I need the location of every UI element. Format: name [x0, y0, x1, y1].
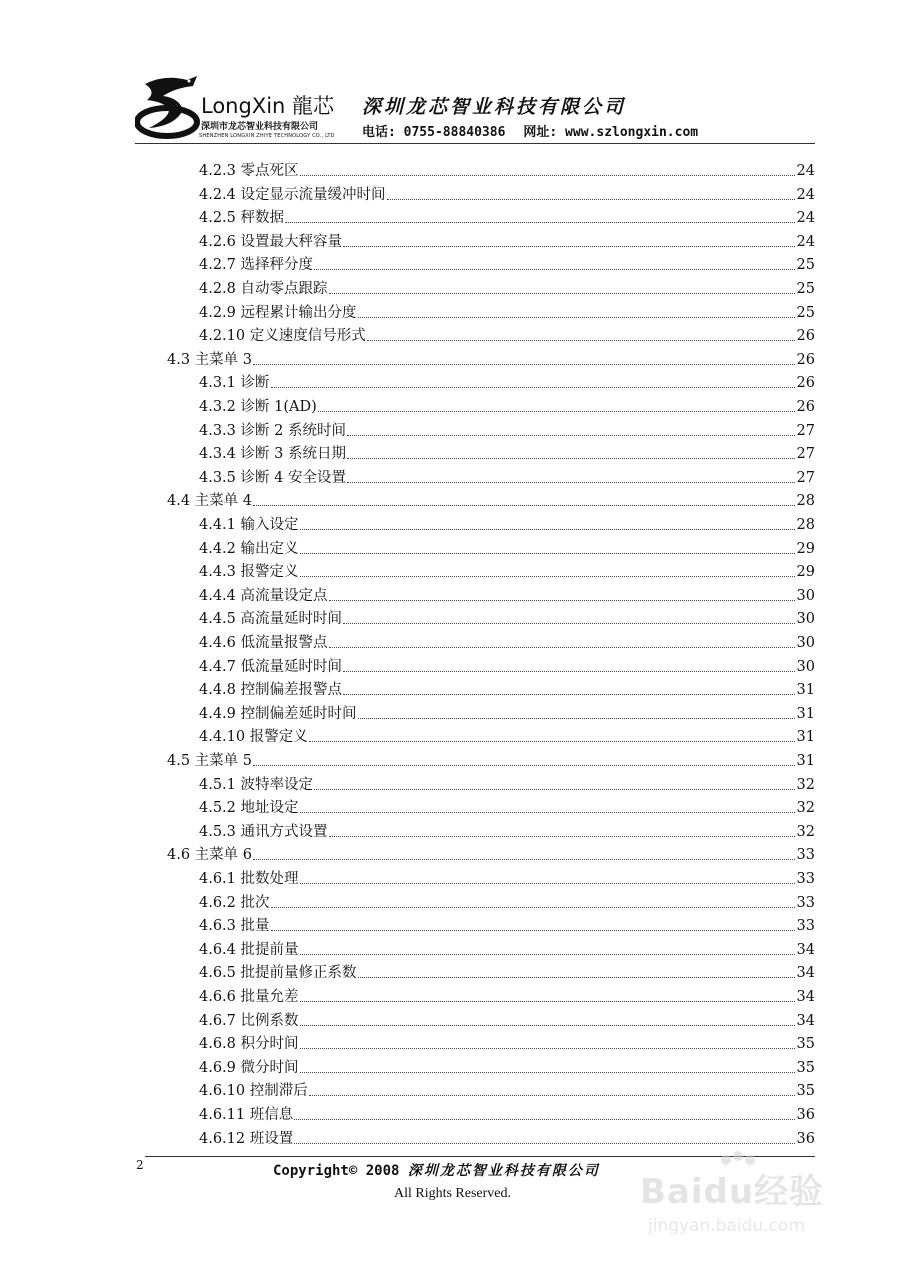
toc-entry-title: 4.6.8 积分时间	[199, 1036, 299, 1053]
toc-dot-leader	[329, 647, 795, 648]
toc-entry[interactable]	[199, 794, 815, 817]
toc-dot-leader	[343, 623, 795, 624]
dragon-logo-icon	[135, 70, 205, 142]
toc-entry-title: 4.6.2 批次	[199, 894, 270, 911]
toc-entry[interactable]	[199, 558, 815, 581]
toc-dot-leader	[343, 671, 795, 672]
toc-entry-title: 4.6.7 比例系数	[199, 1012, 299, 1029]
toc-entry-page: 36	[796, 1130, 815, 1147]
toc-entry-title: 4.3.1 诊断	[199, 375, 270, 392]
toc-entry-page: 25	[796, 257, 815, 274]
toc-entry-title: 4.3 主菜单 3	[167, 351, 253, 368]
toc-entry[interactable]	[199, 771, 815, 794]
toc-entry-page: 30	[796, 635, 815, 651]
website-text: 网址: www.szlongxin.com	[523, 125, 699, 140]
toc-dot-leader	[358, 718, 795, 719]
toc-entry-title: 4.5.2 地址设定	[199, 800, 299, 817]
toc-entry-title: 4.2.8 自动零点跟踪	[199, 281, 328, 297]
toc-entry[interactable]	[199, 865, 815, 888]
page-number: 2	[136, 1158, 144, 1172]
toc-dot-leader	[300, 576, 795, 577]
toc-entry-title: 4.6.4 批提前量	[199, 941, 299, 958]
toc-entry[interactable]	[167, 346, 815, 369]
toc-entry[interactable]	[199, 1054, 815, 1077]
toc-entry-title: 4.2.10 定义速度信号形式	[199, 328, 366, 345]
toc-entry-title: 4.2.7 选择秤分度	[199, 257, 314, 274]
toc-entry[interactable]	[199, 1125, 815, 1148]
toc-entry[interactable]	[167, 841, 815, 864]
toc-dot-leader	[300, 529, 795, 530]
toc-dot-leader	[300, 954, 795, 955]
toc-entry[interactable]	[199, 653, 815, 676]
toc-entry-page: 33	[796, 918, 815, 935]
toc-entry-page: 35	[796, 1059, 815, 1076]
toc-entry-title: 4.6.3 批量	[199, 918, 270, 935]
toc-entry-page: 31	[796, 705, 815, 722]
watermark-url: jingyan.baidu.com	[648, 1216, 805, 1236]
toc-entry-page: 36	[796, 1107, 815, 1123]
toc-dot-leader	[314, 269, 795, 270]
toc-entry-title: 4.5 主菜单 5	[167, 753, 253, 769]
copyright-line	[273, 1160, 600, 1180]
toc-dot-leader	[358, 977, 795, 978]
toc-entry-page: 34	[796, 941, 815, 958]
toc-dot-leader	[318, 411, 795, 412]
copyright-prefix: Copyright© 2008	[273, 1163, 400, 1179]
brand-name: LongXin 龍芯	[201, 94, 335, 118]
toc-entry-page: 27	[796, 422, 815, 439]
toc-dot-leader	[300, 812, 795, 813]
toc-entry[interactable]	[199, 912, 815, 935]
toc-dot-leader	[347, 458, 795, 459]
toc-entry[interactable]	[199, 275, 815, 298]
toc-entry-page: 29	[796, 564, 815, 581]
toc-dot-leader	[343, 694, 795, 695]
toc-dot-leader	[271, 907, 795, 908]
toc-dot-leader	[343, 246, 795, 247]
brand-subtitle: 深圳市龙芯智业科技有限公司	[201, 122, 319, 132]
toc-entry[interactable]	[199, 204, 815, 227]
toc-entry-title: 4.4.10 报警定义	[199, 729, 308, 746]
toc-entry-page: 30	[796, 658, 815, 675]
toc-entry-title: 4.6.12 班设置	[199, 1130, 294, 1147]
company-name: 深圳龙芯智业科技有限公司	[362, 96, 627, 118]
toc-entry-title: 4.6.11 班信息	[199, 1107, 294, 1123]
toc-entry-page: 34	[796, 965, 815, 982]
toc-entry[interactable]	[199, 1077, 815, 1100]
toc-dot-leader	[358, 317, 795, 318]
toc-entry[interactable]	[199, 629, 815, 652]
baidu-watermark	[640, 1150, 890, 1250]
toc-entry-page: 33	[796, 847, 815, 864]
toc-entry-title: 4.4.9 控制偏差延时时间	[199, 705, 357, 722]
toc-entry-title: 4.6.6 批量允差	[199, 989, 299, 1005]
toc-entry-page: 34	[796, 1012, 815, 1029]
toc-entry-title: 4.4.8 控制偏差报警点	[199, 682, 343, 699]
toc-entry[interactable]	[199, 251, 815, 274]
toc-dot-leader	[309, 1095, 795, 1096]
toc-entry[interactable]	[199, 889, 815, 912]
toc-entry[interactable]	[167, 487, 815, 510]
toc-dot-leader	[300, 1025, 795, 1026]
toc-entry[interactable]	[199, 299, 815, 322]
toc-entry[interactable]	[199, 369, 815, 392]
rights-reserved: All Rights Reserved.	[393, 1186, 512, 1201]
toc-entry[interactable]	[199, 440, 815, 463]
toc-entry[interactable]	[199, 676, 815, 699]
toc-entry-title: 4.6.9 微分时间	[199, 1059, 299, 1076]
toc-dot-leader	[309, 741, 795, 742]
toc-entry-page: 30	[796, 587, 815, 604]
toc-entry-title: 4.4.6 低流量报警点	[199, 635, 328, 651]
toc-entry[interactable]	[199, 535, 815, 558]
toc-dot-leader	[300, 1048, 795, 1049]
toc-entry-page: 28	[796, 493, 815, 510]
toc-entry-page: 27	[796, 469, 815, 486]
toc-entry-page: 24	[796, 163, 815, 179]
toc-entry-page: 29	[796, 540, 815, 557]
toc-entry-title: 4.3.5 诊断 4 安全设置	[199, 469, 346, 486]
toc-entry-title: 4.2.6 设置最大秤容量	[199, 233, 343, 250]
toc-entry-title: 4.2.9 远程累计输出分度	[199, 304, 357, 321]
toc-entry-title: 4.6.1 批数处理	[199, 871, 299, 887]
toc-entry[interactable]	[167, 747, 815, 770]
toc-dot-leader	[314, 789, 795, 790]
toc-entry-page: 24	[796, 186, 815, 203]
toc-entry-page: 34	[796, 989, 815, 1005]
toc-entry-title: 4.5.1 波特率设定	[199, 776, 314, 793]
watermark-text: Baidu经验	[640, 1172, 825, 1212]
header-divider	[135, 143, 815, 144]
toc-entry-title: 4.6.10 控制滞后	[199, 1083, 308, 1100]
toc-entry-title: 4.3.2 诊断 1(AD)	[199, 399, 317, 415]
toc-entry-title: 4.4.2 输出定义	[199, 540, 299, 557]
toc-dot-leader	[347, 435, 795, 436]
toc-entry-title: 4.6 主菜单 6	[167, 847, 253, 864]
toc-entry-title: 4.4.4 高流量设定点	[199, 587, 328, 604]
toc-dot-leader	[294, 1119, 794, 1120]
toc-dot-leader	[329, 836, 795, 837]
toc-entry[interactable]	[199, 959, 815, 982]
toc-entry[interactable]	[199, 723, 815, 746]
toc-entry[interactable]	[199, 1101, 815, 1124]
contact-line	[362, 121, 698, 140]
toc-entry-page: 35	[796, 1036, 815, 1053]
toc-entry-page: 25	[796, 304, 815, 321]
toc-entry-title: 4.3.4 诊断 3 系统日期	[199, 446, 346, 463]
toc-dot-leader	[271, 387, 795, 388]
toc-entry-title: 4.4.1 输入设定	[199, 517, 299, 533]
toc-entry-page: 31	[796, 753, 815, 769]
toc-entry[interactable]	[199, 1030, 815, 1053]
toc-entry-page: 28	[796, 517, 815, 533]
toc-dot-leader	[387, 199, 795, 200]
toc-entry-page: 31	[796, 682, 815, 699]
phone-text: 电话: 0755-88840386	[362, 125, 506, 140]
toc-dot-leader	[300, 1001, 795, 1002]
toc-entry-title: 4.4 主菜单 4	[167, 493, 253, 510]
page-header	[135, 70, 815, 145]
toc-entry[interactable]	[199, 605, 815, 628]
toc-dot-leader	[294, 1143, 794, 1144]
toc-entry-page: 33	[796, 894, 815, 911]
toc-entry[interactable]	[199, 322, 815, 345]
toc-dot-leader	[300, 1072, 795, 1073]
toc-entry[interactable]	[199, 700, 815, 723]
toc-dot-leader	[271, 930, 795, 931]
copyright-company: 深圳龙芯智业科技有限公司	[407, 1163, 600, 1179]
toc-entry-page: 33	[796, 871, 815, 887]
toc-entry[interactable]	[199, 181, 815, 204]
toc-entry[interactable]	[199, 228, 815, 251]
toc-entry[interactable]	[199, 393, 815, 416]
toc-entry[interactable]	[199, 936, 815, 959]
toc-entry[interactable]	[199, 157, 815, 180]
toc-entry-page: 24	[796, 210, 815, 227]
toc-entry-page: 25	[796, 281, 815, 297]
toc-entry-page: 26	[796, 328, 815, 345]
toc-dot-leader	[300, 883, 795, 884]
toc-dot-leader	[329, 293, 795, 294]
toc-entry-page: 30	[796, 611, 815, 628]
toc-dot-leader	[300, 175, 795, 176]
brand-subtitle-en: SHENZHEN LONGXIN ZHIYE TECHNOLOGY CO., LTD	[199, 133, 335, 139]
toc-entry-title: 4.4.3 报警定义	[199, 564, 299, 581]
toc-entry[interactable]	[199, 582, 815, 605]
toc-entry-title: 4.2.4 设定显示流量缓冲时间	[199, 186, 386, 203]
toc-entry[interactable]	[199, 818, 815, 841]
toc-entry-title: 4.5.3 通讯方式设置	[199, 823, 328, 840]
toc-entry-page: 32	[796, 823, 815, 840]
toc-entry-page: 26	[796, 399, 815, 415]
toc-entry-page: 24	[796, 233, 815, 250]
toc-entry[interactable]	[199, 417, 815, 440]
toc-dot-leader	[253, 505, 795, 506]
toc-entry-page: 32	[796, 776, 815, 793]
toc-entry-page: 26	[796, 351, 815, 368]
toc-entry-page: 35	[796, 1083, 815, 1100]
toc-dot-leader	[253, 859, 795, 860]
toc-dot-leader	[347, 482, 795, 483]
toc-dot-leader	[367, 340, 795, 341]
toc-entry[interactable]	[199, 511, 815, 534]
toc-entry-page: 27	[796, 446, 815, 463]
toc-entry[interactable]	[199, 464, 815, 487]
toc-entry-title: 4.6.5 批提前量修正系数	[199, 965, 357, 982]
toc-dot-leader	[329, 600, 795, 601]
toc-dot-leader	[300, 553, 795, 554]
toc-entry[interactable]	[199, 1007, 815, 1030]
toc-dot-leader	[253, 364, 795, 365]
toc-entry-title: 4.2.3 零点死区	[199, 163, 299, 179]
toc-entry-title: 4.4.5 高流量延时时间	[199, 611, 343, 628]
toc-dot-leader	[285, 222, 795, 223]
toc-entry-title: 4.4.7 低流量延时时间	[199, 658, 343, 675]
toc-dot-leader	[253, 765, 795, 766]
toc-entry-title: 4.3.3 诊断 2 系统时间	[199, 422, 346, 439]
toc-entry-page: 26	[796, 375, 815, 392]
toc-entry-page: 32	[796, 800, 815, 817]
toc-entry[interactable]	[199, 983, 815, 1006]
toc-entry-page: 31	[796, 729, 815, 746]
toc-entry-title: 4.2.5 秤数据	[199, 210, 285, 227]
